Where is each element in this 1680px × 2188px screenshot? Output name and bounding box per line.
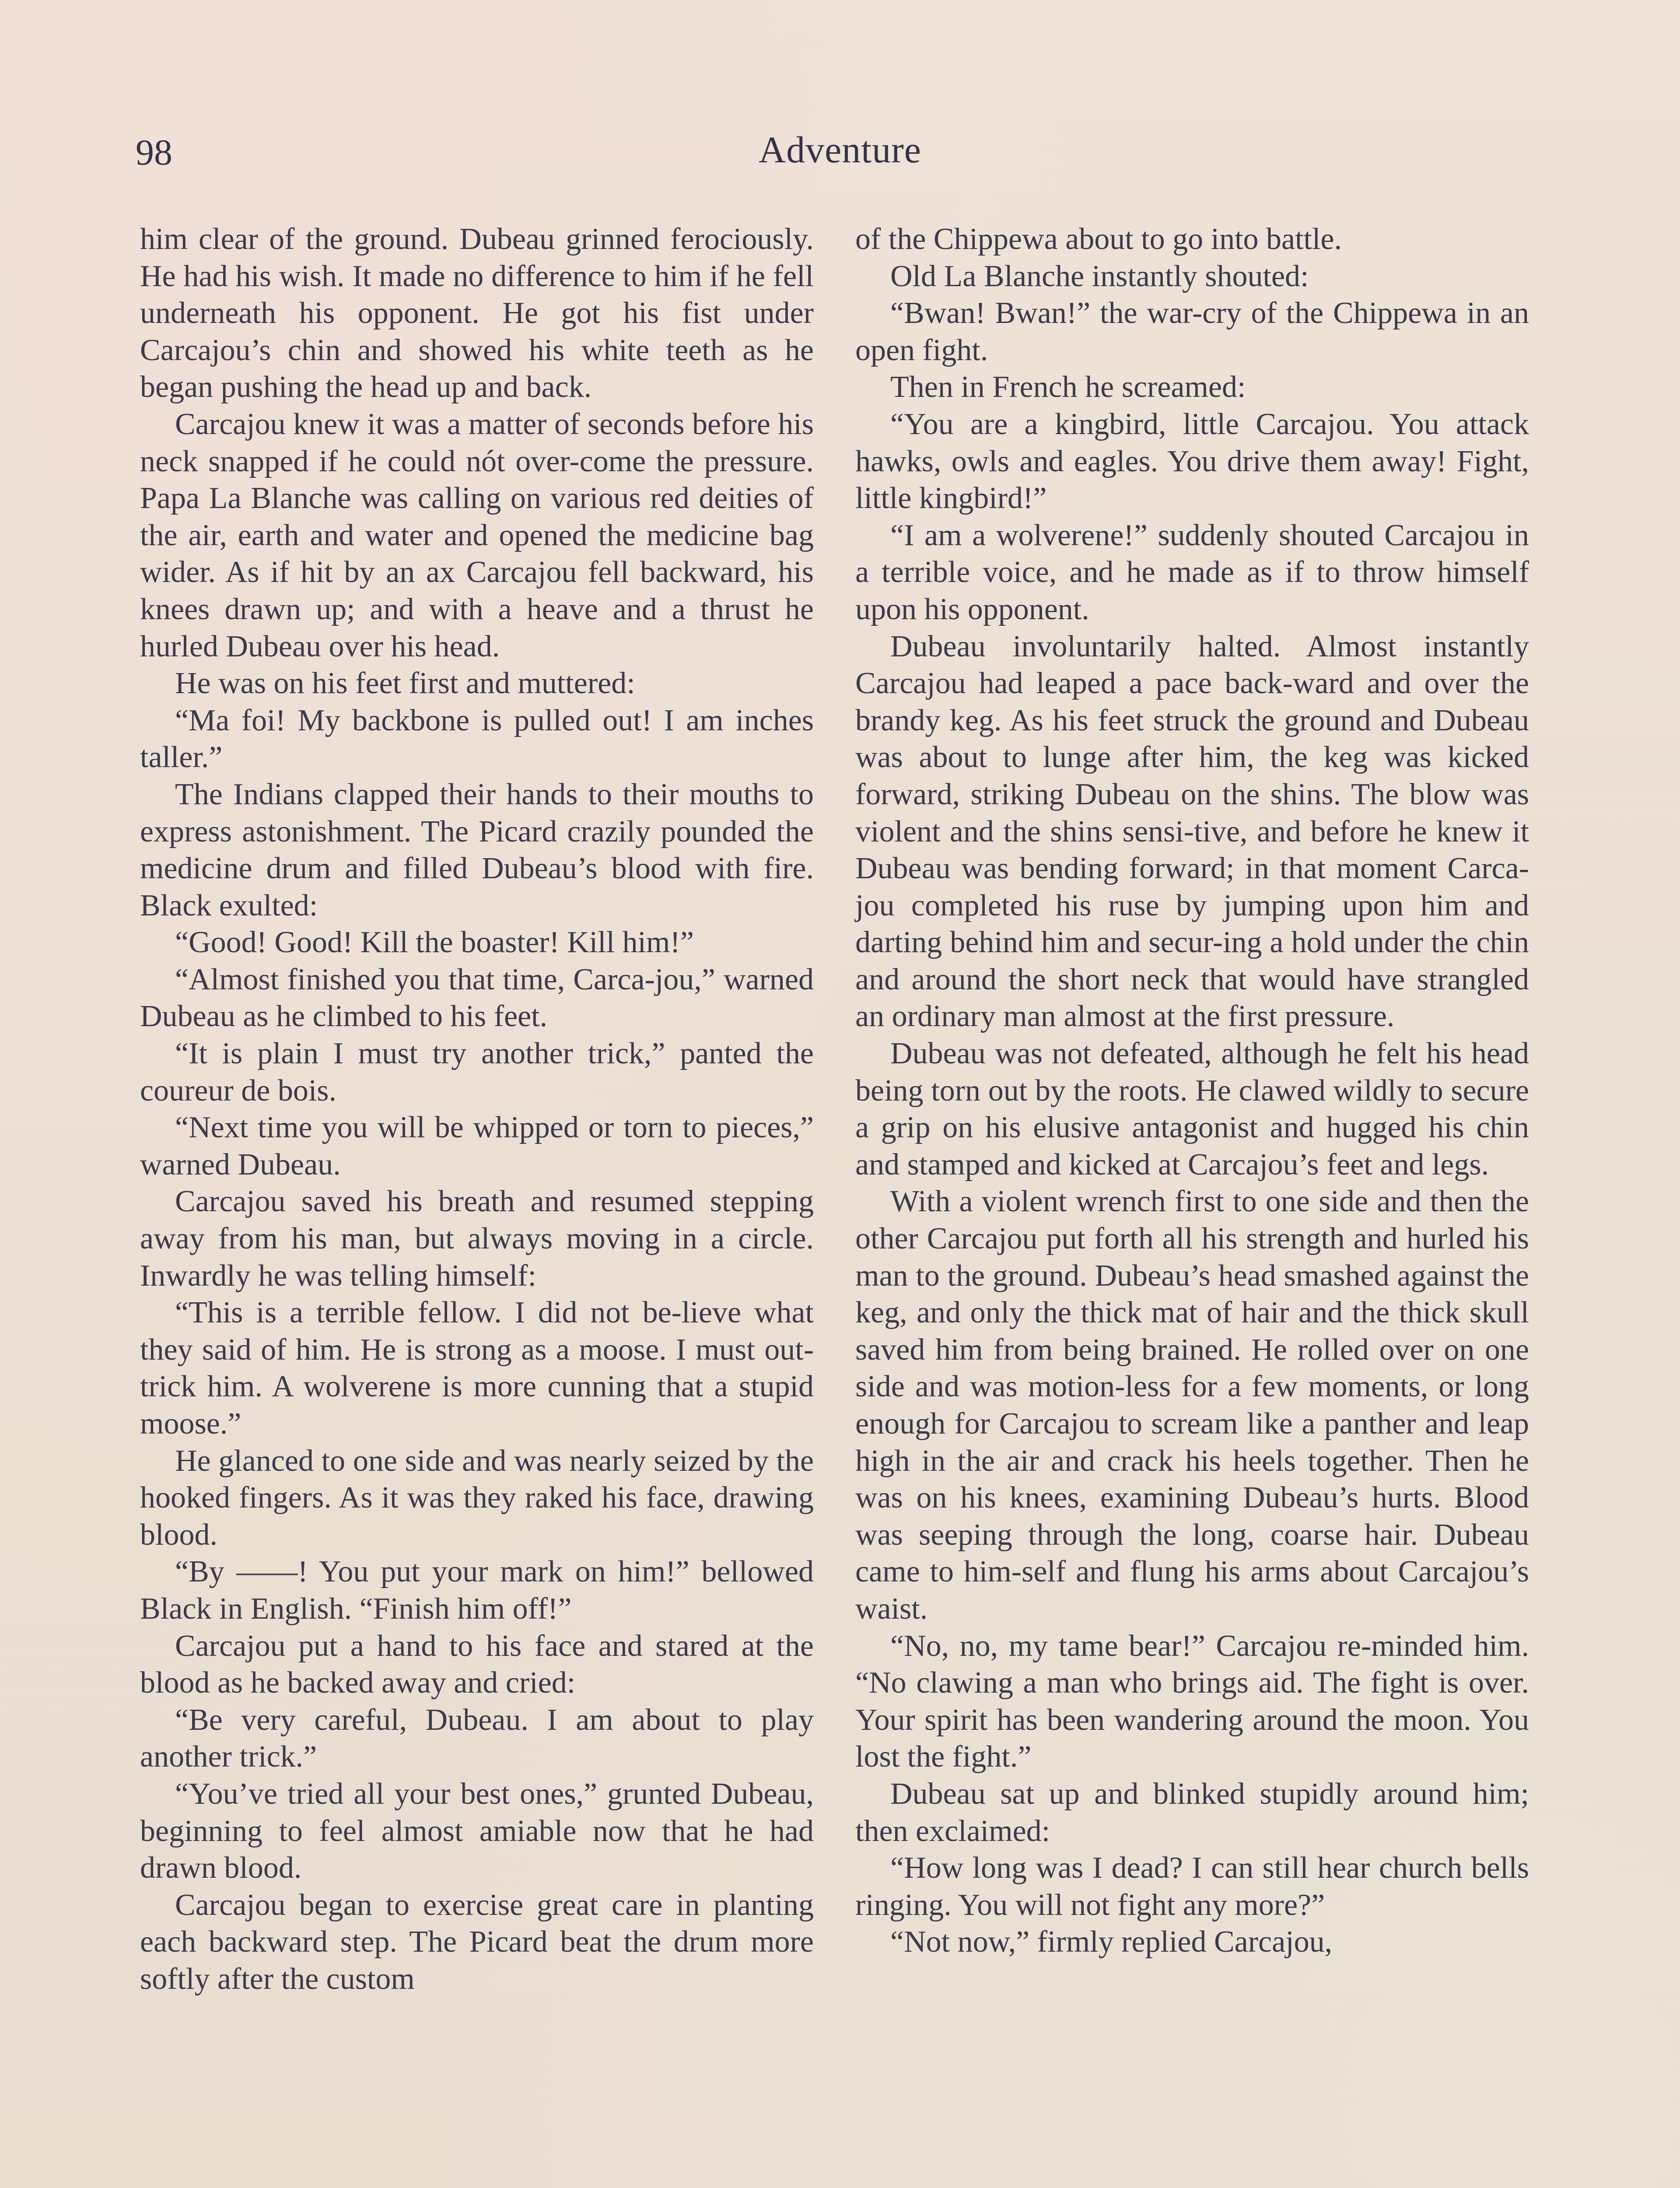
paragraph: Carcajou began to exercise great care in planting each backward step. The Picard beat the drum more softly after the custom — [140, 1888, 814, 1996]
right-text-column — [855, 221, 1529, 1961]
left-text-column — [140, 221, 814, 1998]
paragraph: “It is plain I must try another trick,” panted the coureur de bois. — [140, 1037, 814, 1108]
paragraph: “Almost finished you that time, Carca-jou,” warned Dubeau as he climbed to his feet. — [140, 962, 814, 1034]
paragraph: “Good! Good! Kill the boaster! Kill him!” — [175, 926, 694, 960]
paragraph: “This is a terrible fellow. I did not be-lieve what they said of him. He is strong as a moose. I must out-trick him. A wolverene is more cunning that a stupid moose.” — [140, 1296, 814, 1441]
paragraph: “Bwan! Bwan!” the war-cry of the Chippewa in an open fight. — [855, 296, 1529, 367]
paragraph: “Be very careful, Dubeau. I am about to play another trick.” — [140, 1703, 814, 1774]
paragraph: “How long was I dead? I can still hear church bells ringing. You will not fight any more?” — [855, 1851, 1529, 1922]
paragraph: “Not now,” firmly replied Carcajou, — [890, 1925, 1333, 1959]
running-head-title: Adventure — [759, 129, 921, 171]
paragraph: Dubeau involuntarily halted. Almost instantly Carcajou had leaped a pace back-ward and over the brandy keg. As his feet struck the ground and Dubeau was about to lunge after him, the keg was kicked forward, striking Dubeau on the shins. The blow was violent and the shins sensi-tive, and before he knew it Dubeau was bending forward; in that moment Carca-jou completed his ruse by jumping upon him and darting behind him and secur-ing a hold under the chin and around the short neck that would have strangled an ordinary man almost at the first pressure. — [855, 629, 1529, 1034]
paragraph: Dubeau sat up and blinked stupidly around him; then exclaimed: — [855, 1777, 1529, 1848]
paragraph: “I am a wolverene!” suddenly shouted Carcajou in a terrible voice, and he made as if to throw himself upon his opponent. — [855, 518, 1529, 626]
paragraph: He was on his feet first and muttered: — [175, 666, 635, 701]
paragraph: Carcajou saved his breath and resumed stepping away from his man, but always moving in a circle. Inwardly he was telling himself: — [140, 1185, 814, 1293]
paragraph: “Next time you will be whipped or torn to pieces,” warned Dubeau. — [140, 1111, 814, 1182]
paragraph: Old La Blanche instantly shouted: — [890, 259, 1309, 293]
paragraph: With a violent wrench first to one side and then the other Carcajou put forth all his strength and hurled his man to the ground. Dubeau’s head smashed against the keg, and only the thick mat of hair and the thick skull saved him from being brained. He rolled over on one side and was motion-less for a few moments, or long enough for Carcajou to scream like a panther and leap high in the air and crack his heels together. Then he was on his knees, examining Dubeau’s hurts. Blood was seeping through the long, coarse hair. Dubeau came to him-self and flung his arms about Carcajou’s waist. — [855, 1185, 1529, 1626]
paragraph: him clear of the ground. Dubeau grinned ferociously. He had his wish. It made no difference to him if he fell underneath his opponent. He got his fist under Carcajou’s chin and showed his white teeth as he began pushing the head up and back. — [140, 222, 814, 404]
paragraph: “You are a kingbird, little Carcajou. You attack hawks, owls and eagles. You drive them away! Fight, little kingbird!” — [855, 407, 1529, 515]
paragraph: The Indians clapped their hands to their mouths to express astonishment. The Picard crazily pounded the medicine drum and filled Dubeau’s blood with fire. Black exulted: — [140, 777, 814, 922]
page-number: 98 — [136, 132, 172, 173]
paragraph: of the Chippewa about to go into battle. — [855, 222, 1342, 256]
paragraph: Carcajou knew it was a matter of seconds before his neck snapped if he could nót over-come the pressure. Papa La Blanche was calling on various red deities of the air, earth and water and opened the medicine bag wider. As if hit by an ax Carcajou fell backward, his knees drawn up; and with a heave and a thrust he hurled Dubeau over his head. — [140, 407, 814, 663]
paragraph: “You’ve tried all your best ones,” grunted Dubeau, beginning to feel almost amiable now that he had drawn blood. — [140, 1777, 814, 1885]
paragraph: Carcajou put a hand to his face and stared at the blood as he backed away and cried: — [140, 1629, 814, 1700]
paragraph: “No, no, my tame bear!” Carcajou re-minded him. “No clawing a man who brings aid. The fight is over. Your spirit has been wandering around the moon. You lost the fight.” — [855, 1629, 1529, 1774]
paragraph: Then in French he screamed: — [890, 370, 1246, 404]
paragraph: Dubeau was not defeated, although he felt his head being torn out by the roots. He clawed wildly to secure a grip on his elusive antagonist and hugged his chin and stamped and kicked at Carcajou’s feet and legs. — [855, 1037, 1529, 1182]
paragraph: He glanced to one side and was nearly seized by the hooked fingers. As it was they raked his face, drawing blood. — [140, 1444, 814, 1552]
paragraph: “Ma foi! My backbone is pulled out! I am inches taller.” — [140, 703, 814, 775]
paragraph: “By ——! You put your mark on him!” bellowed Black in English. “Finish him off!” — [140, 1555, 814, 1626]
